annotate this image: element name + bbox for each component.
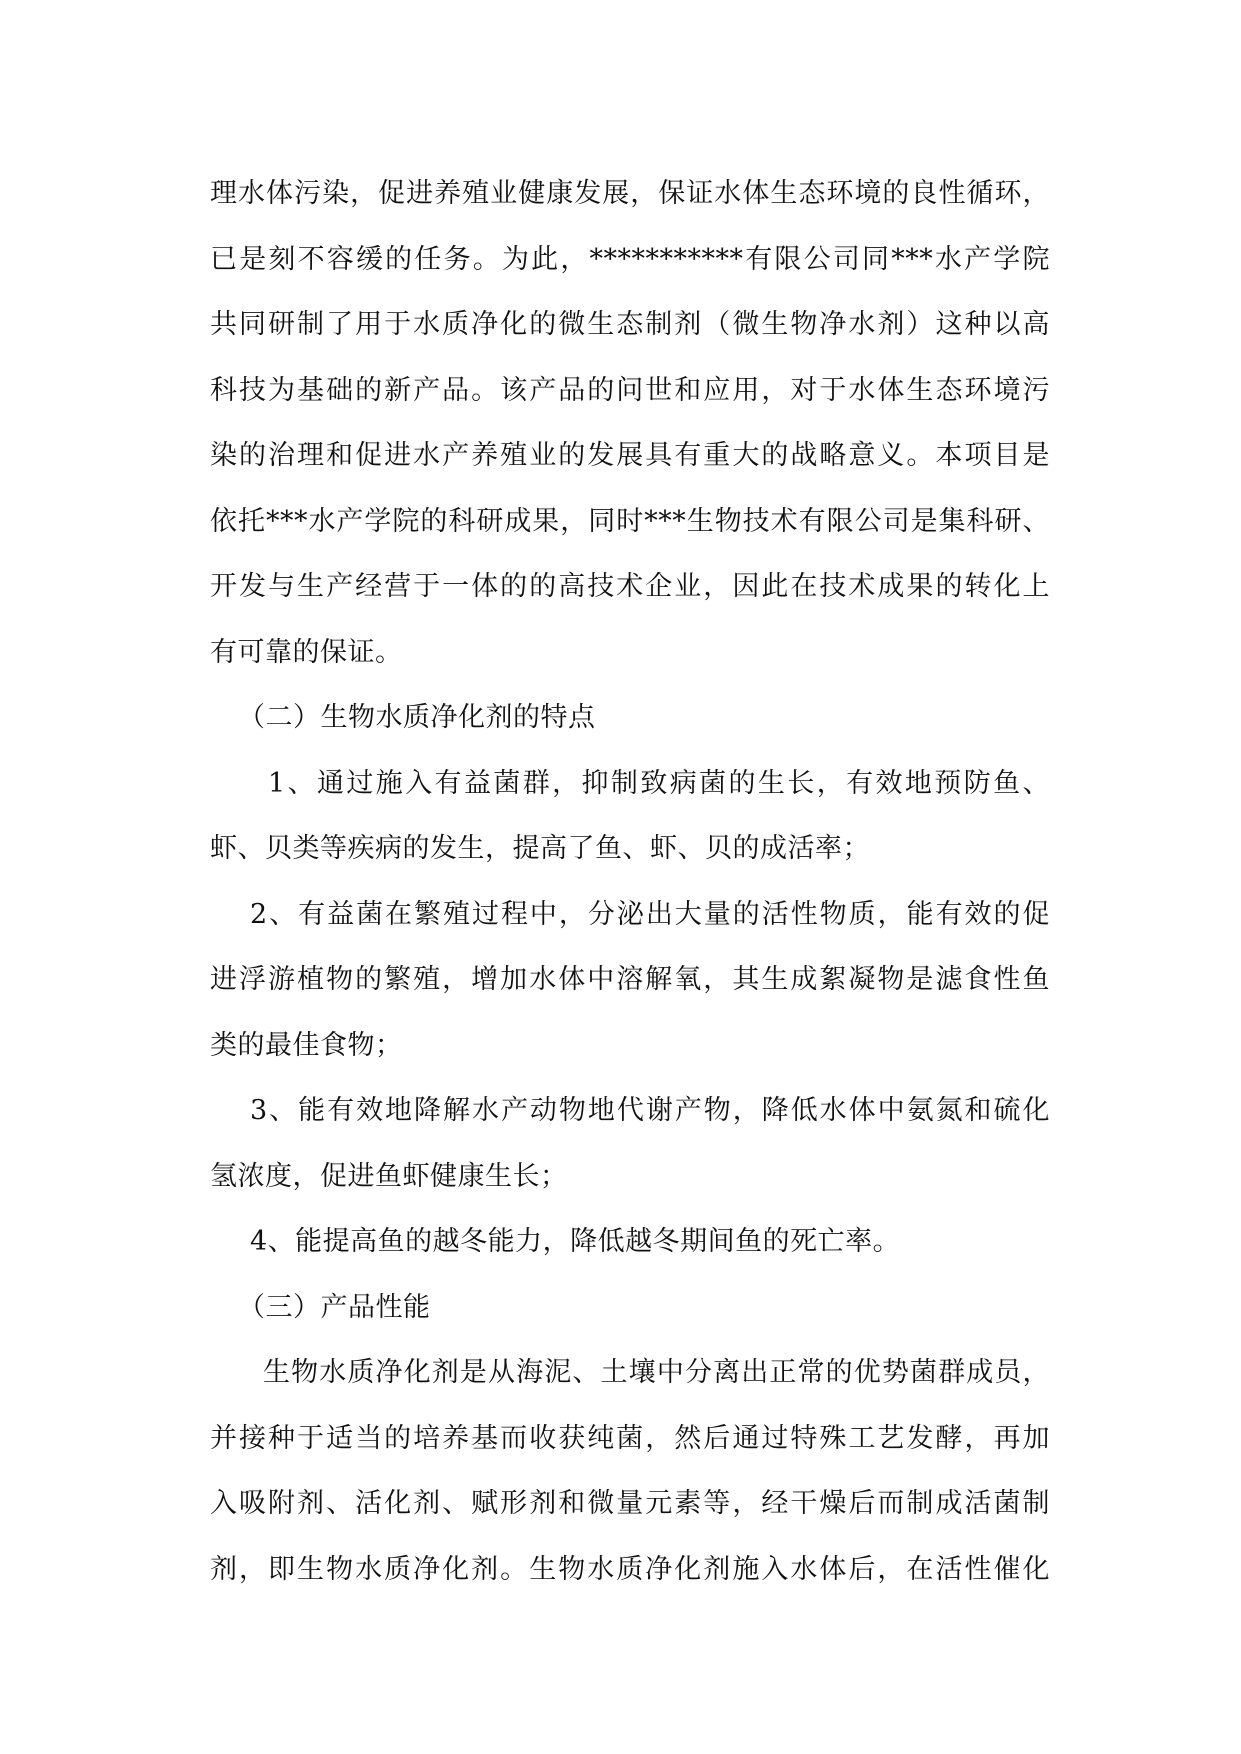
text-line: 剂，即生物水质净化剂。生物水质净化剂施入水体后，在活性催化	[210, 1553, 1050, 1585]
text-line: 理水体污染，促进养殖业健康发展，保证水体生态环境的良性循环，	[210, 178, 1050, 209]
text-line: 并接种于适当的培养基而收获纯菌，然后通过特殊工艺发酵，再加	[210, 1422, 1050, 1454]
section-heading: （二）生物水质净化剂的特点	[238, 702, 596, 733]
text-line: 依托***水产学院的科研成果，同时***生物技术有限公司是集科研、	[210, 505, 1050, 537]
text-line: 共同研制了用于水质净化的微生态制剂（微生物净水剂）这种以高	[210, 309, 1050, 340]
list-item: 4、能提高鱼的越冬能力，降低越冬期间鱼的死亡率。	[250, 1226, 901, 1257]
text-line: 进浮游植物的繁殖，增加水体中溶解氧，其生成絮凝物是滤食性鱼	[210, 964, 1050, 995]
text-line: 科技为基础的新产品。该产品的问世和应用，对于水体生态环境污	[210, 374, 1050, 406]
text-line: 虾、贝类等疾病的发生，提高了鱼、虾、贝的成活率；	[210, 833, 870, 864]
text-line: 开发与生产经营于一体的的高技术企业，因此在技术成果的转化上	[210, 571, 1050, 602]
text-line: 类的最佳食物；	[210, 1029, 403, 1061]
text-line: 氢浓度，促进鱼虾健康生长；	[210, 1160, 568, 1192]
list-item: 3、能有效地降解水产动物地代谢产物，降低水体中氨氮和硫化	[250, 1095, 1050, 1126]
list-item: 2、有益菌在繁殖过程中，分泌出大量的活性物质，能有效的促	[250, 898, 1050, 930]
text-line: 入吸附剂、活化剂、赋形剂和微量元素等，经干燥后而制成活菌制	[210, 1488, 1050, 1519]
document-body	[210, 161, 1050, 1602]
section-heading: （三）产品性能	[238, 1291, 431, 1323]
text-line: 有可靠的保证。	[210, 636, 403, 668]
text-line: 已是刻不容缓的任务。为此，***********有限公司同***水产学院	[210, 243, 1050, 275]
text-line: 染的治理和促进水产养殖业的发展具有重大的战略意义。本项目是	[210, 440, 1050, 471]
paragraph-start: 生物水质净化剂是从海泥、土壤中分离出正常的优势菌群成员，	[263, 1357, 1050, 1388]
list-item: 1、通过施入有益菌群，抑制致病菌的生长，有效地预防鱼、	[268, 767, 1050, 799]
